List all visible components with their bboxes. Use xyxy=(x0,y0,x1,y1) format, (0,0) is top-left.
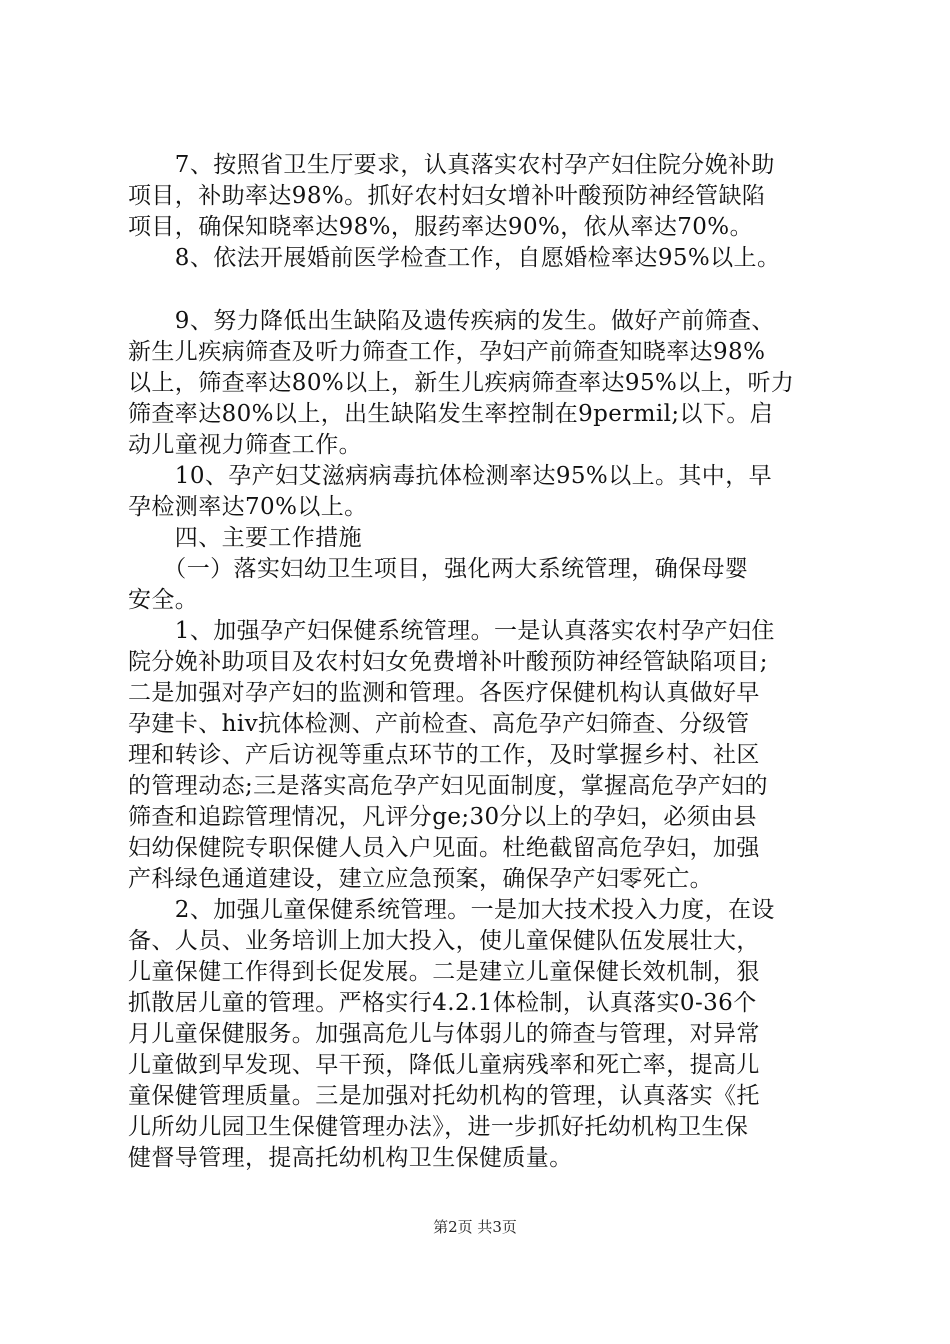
document-body xyxy=(128,150,828,1174)
page-number-footer: 第2页 共3页 xyxy=(433,1218,517,1236)
text-line: 理和转诊、产后访视等重点环节的工作，及时掌握乡村、社区 xyxy=(128,742,760,768)
subsection-heading: （一）落实妇幼卫生项目，强化两大系统管理，确保母婴 xyxy=(128,556,749,582)
text-line: 月儿童保健服务。加强高危儿与体弱儿的筛查与管理，对异常 xyxy=(128,1021,760,1047)
text-line: 新生儿疾病筛查及听力筛查工作，孕妇产前筛查知晓率达98% xyxy=(128,339,766,365)
text-line: 9、努力降低出生缺陷及遗传疾病的发生。做好产前筛查、 xyxy=(128,308,775,334)
text-line: 安全。 xyxy=(128,587,199,613)
text-line: 院分娩补助项目及农村妇女免费增补叶酸预防神经管缺陷项目; xyxy=(128,649,768,675)
text-line: 筛查和追踪管理情况，凡评分ge;30分以上的孕妇，必须由县 xyxy=(128,804,757,830)
text-line: 妇幼保健院专职保健人员入户见面。杜绝截留高危孕妇，加强 xyxy=(128,835,760,861)
text-line: 抓散居儿童的管理。严格实行4.2.1体检制，认真落实0-36个 xyxy=(128,990,757,1016)
text-line: 二是加强对孕产妇的监测和管理。各医疗保健机构认真做好早 xyxy=(128,680,760,706)
text-line: 项目，补助率达98%。抓好农村妇女增补叶酸预防神经管缺陷 xyxy=(128,183,766,209)
text-line: 孕检测率达70%以上。 xyxy=(128,494,368,520)
text-line: 筛查率达80%以上，出生缺陷发生率控制在9permil;以下。启 xyxy=(128,401,774,427)
text-line: 以上，筛查率达80%以上，新生儿疾病筛查率达95%以上，听力 xyxy=(128,370,795,396)
text-line: 1、加强孕产妇保健系统管理。一是认真落实农村孕产妇住 xyxy=(128,618,775,644)
text-line: 2、加强儿童保健系统管理。一是加大技术投入力度，在设 xyxy=(128,897,775,923)
text-line: 儿童保健工作得到长促发展。二是建立儿童保健长效机制，狠 xyxy=(128,959,760,985)
text-line: 健督导管理，提高托幼机构卫生保健质量。 xyxy=(128,1145,573,1171)
text-line: 儿所幼儿园卫生保健管理办法》，进一步抓好托幼机构卫生保 xyxy=(128,1114,749,1140)
text-line: 产科绿色通道建设，建立应急预案，确保孕产妇零死亡。 xyxy=(128,866,713,892)
text-line: 10、孕产妇艾滋病病毒抗体检测率达95%以上。其中，早 xyxy=(128,463,772,489)
text-line: 备、人员、业务培训上加大投入，使儿童保健队伍发展壮大， xyxy=(128,928,760,954)
text-line: 童保健管理质量。三是加强对托幼机构的管理，认真落实《托 xyxy=(128,1083,760,1109)
section-heading: 四、主要工作措施 xyxy=(128,525,362,551)
text-line: 孕建卡、hiv抗体检测、产前检查、高危孕产妇筛查、分级管 xyxy=(128,711,750,737)
text-line: 儿童做到早发现、早干预，降低儿童病残率和死亡率，提高儿 xyxy=(128,1052,760,1078)
text-line: 8、依法开展婚前医学检查工作，自愿婚检率达95%以上。 xyxy=(128,245,781,271)
text-line: 项目，确保知晓率达98%，服药率达90%，依从率达70%。 xyxy=(128,214,753,240)
paragraph-gap xyxy=(128,274,828,306)
text-line: 的管理动态;三是落实高危孕产妇见面制度，掌握高危孕产妇的 xyxy=(128,773,768,799)
text-line: 7、按照省卫生厅要求，认真落实农村孕产妇住院分娩补助 xyxy=(128,152,775,178)
text-line: 动儿童视力筛查工作。 xyxy=(128,432,362,458)
